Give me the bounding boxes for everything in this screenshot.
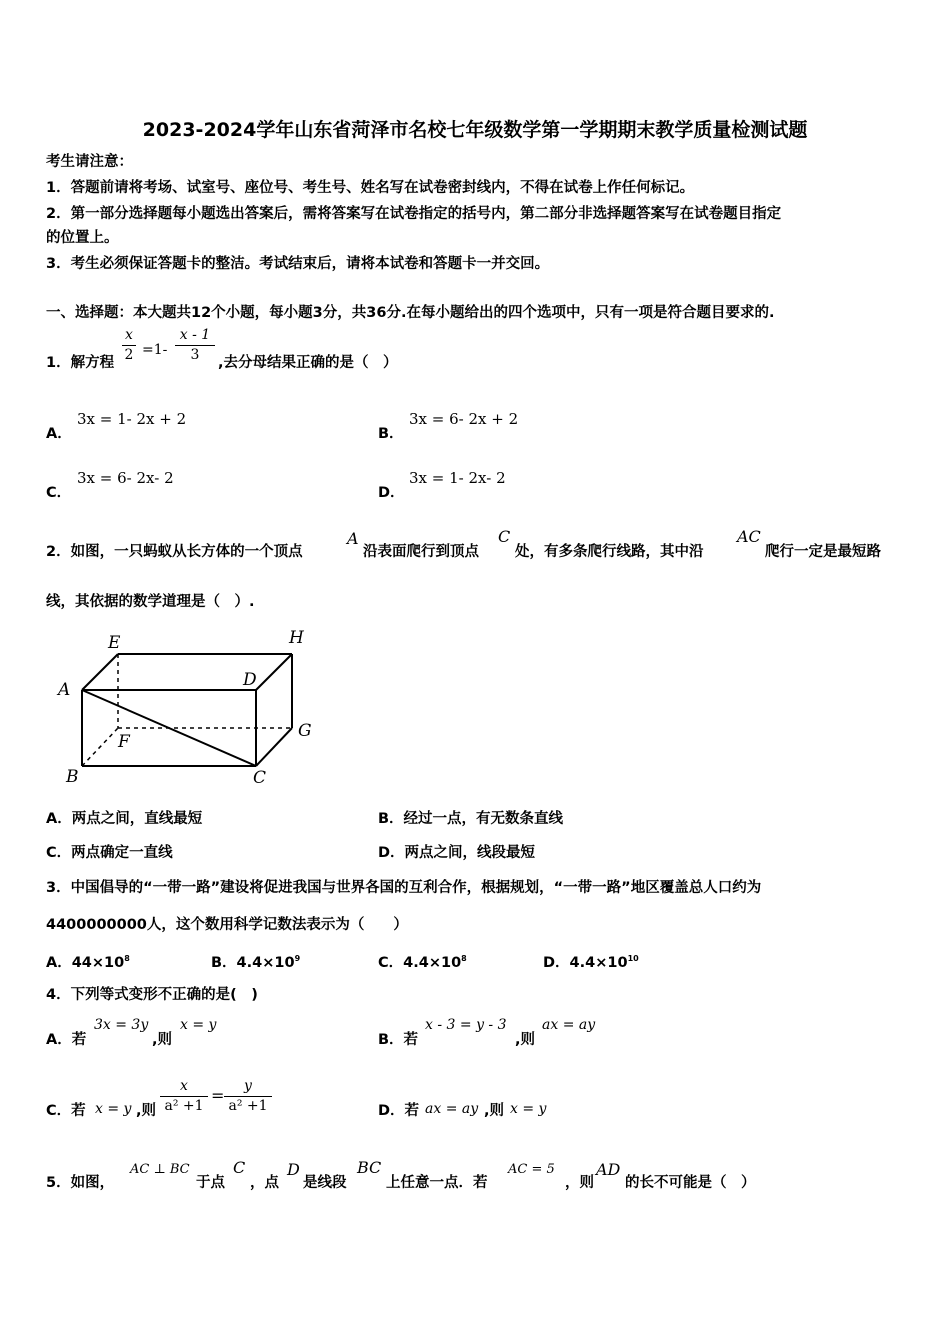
q4-option-b-then: ,则 — [515, 1032, 536, 1048]
q4-option-a-given: 3x = 3y — [94, 1017, 149, 1033]
exam-title: 2023-2024学年山东省菏泽市名校七年级数学第一学期期末教学质量检测试题 — [142, 119, 808, 141]
notice-item-2: 2．第一部分选择题每小题选出答案后，需将答案写在试卷指定的括号内，第二部分非选择题答案写在试卷题目指定 — [46, 206, 782, 222]
label-d: D — [243, 670, 257, 690]
section-heading: 一、选择题：本大题共12个小题，每小题3分，共36分.在每小题给出的四个选项中，只有一项是符合题目要求的. — [46, 305, 775, 321]
q1-option-a-equation: 3x = 1- 2x + 2 — [77, 410, 187, 428]
q2-cuboid-figure — [46, 620, 336, 790]
q4-option-d-label: D．若 — [378, 1103, 420, 1119]
q3-option-d: D．$4.4\times 10^{10}$ — [543, 954, 639, 971]
q4-option-b-result: ax = ay — [542, 1017, 596, 1033]
q5-stem-part-2: 于点 — [196, 1175, 225, 1191]
label-b: B — [66, 767, 79, 787]
notice-item-3: 3．考生必须保证答题卡的整洁。考试结束后，请将本试卷和答题卡一并交回。 — [46, 256, 550, 272]
q1-option-c-label: C． — [46, 485, 72, 501]
q2-option-a: A．两点之间，直线最短 — [46, 811, 203, 827]
q1-option-d-label: D． — [378, 485, 405, 501]
q2-option-b: B．经过一点，有无数条直线 — [378, 811, 564, 827]
q1-frac2-numerator: x - 1 — [179, 327, 211, 343]
q1-option-d-equation: 3x = 1- 2x- 2 — [409, 469, 506, 487]
q1-option-b-label: B． — [378, 426, 404, 442]
q4-option-b-label: B．若 — [378, 1032, 419, 1048]
q1-frac2-denominator: 3 — [190, 347, 200, 363]
q5-perpendicular: AC ⊥ BC — [130, 1162, 190, 1177]
q1-frac1-denominator: 2 — [124, 347, 134, 363]
q5-stem-part-6: ，则 — [565, 1175, 594, 1191]
q4-option-c-equals: = — [211, 1086, 225, 1105]
q4-option-a-result: x = y — [180, 1017, 217, 1033]
q4-option-a-label: A．若 — [46, 1032, 87, 1048]
q2-option-c: C．两点确定一直线 — [46, 845, 173, 861]
q4-option-c-fraction-2: y a² +1 — [224, 1078, 272, 1115]
notice-item-2-cont: 的位置上。 — [46, 230, 119, 246]
q1-option-b-equation: 3x = 6- 2x + 2 — [409, 410, 519, 428]
edge-bf — [82, 728, 118, 766]
q5-stem-part-5: 上任意一点．若 — [386, 1175, 488, 1191]
q5-stem-part-7: 的长不可能是（ ） — [625, 1175, 756, 1191]
q4-option-d-result: x = y — [510, 1101, 547, 1117]
q4-option-a-then: ,则 — [152, 1032, 173, 1048]
label-g: G — [298, 721, 312, 741]
label-h: H — [289, 628, 304, 648]
q2-stem-part-4: 爬行一定是最短路 — [765, 544, 881, 560]
q1-stem-prefix: 1．解方程 — [46, 355, 115, 371]
label-a: A — [58, 680, 71, 700]
q3-stem-line-2: 4400000000人，这个数用科学记数法表示为（ ） — [46, 917, 408, 933]
q3-option-c: C．$4.4\times 10^8$ — [378, 954, 467, 971]
notice-heading: 考生请注意： — [46, 154, 133, 170]
q4-option-c-label: C．若 — [46, 1103, 86, 1119]
q5-segment-ad: AD — [596, 1160, 621, 1179]
q1-fraction-1 — [122, 327, 136, 364]
q3-option-a: A．$44\times 10^8$ — [46, 954, 130, 971]
q2-stem-part-2: 沿表面爬行到顶点 — [363, 544, 479, 560]
q5-stem-part-1: 5．如图， — [46, 1175, 115, 1191]
q2-stem-part-1: 2．如图，一只蚂蚁从长方体的一个顶点 — [46, 544, 303, 560]
edge-dh — [256, 654, 292, 690]
q2-path-ac: AC — [737, 527, 761, 546]
q1-frac1-numerator: x — [125, 327, 133, 343]
edge-ae — [82, 654, 118, 690]
q2-stem-line-2: 线，其依据的数学道理是（ ）. — [46, 594, 255, 610]
q2-vertex-c: C — [498, 527, 511, 546]
q4-option-c-then: ,则 — [136, 1103, 157, 1119]
q5-stem-part-4: 是线段 — [303, 1175, 347, 1191]
q3-option-b: B．$4.4\times 10^9$ — [211, 954, 301, 971]
q5-point-c: C — [233, 1158, 246, 1177]
q5-stem-part-3: ，点 — [250, 1175, 279, 1191]
q1-option-a-label: A． — [46, 426, 72, 442]
q5-ac-length: AC = 5 — [508, 1162, 555, 1177]
q4-option-c-given: x = y — [95, 1101, 132, 1117]
edge-cg — [256, 728, 292, 766]
q4-option-b-given: x - 3 = y - 3 — [425, 1017, 507, 1033]
q2-stem-part-3: 处，有多条爬行线路，其中沿 — [515, 544, 704, 560]
q1-stem-suffix: ,去分母结果正确的是（ ） — [218, 355, 398, 371]
label-c: C — [253, 768, 267, 788]
q4-option-d-then: ,则 — [484, 1103, 505, 1119]
notice-item-1: 1．答题前请将考场、试室号、座位号、考生号、姓名写在试卷密封线内，不得在试卷上作任何标记。 — [46, 180, 695, 196]
label-f: F — [118, 732, 130, 752]
q5-point-d: D — [287, 1160, 300, 1179]
q4-option-d-given: ax = ay — [425, 1101, 479, 1117]
q4-option-c-fraction-1: x a² +1 — [160, 1078, 208, 1115]
q3-stem-line-1: 3．中国倡导的“一带一路”建设将促进我国与世界各国的互利合作，根据规划，“一带一路”地区覆盖总人口约为 — [46, 880, 762, 896]
q1-equals: =1- — [142, 342, 168, 358]
q2-vertex-a: A — [347, 529, 359, 548]
q4-stem: 4．下列等式变形不正确的是( ) — [46, 987, 258, 1003]
q2-option-d: D．两点之间，线段最短 — [378, 845, 536, 861]
label-e: E — [108, 633, 121, 653]
segment-ac — [82, 690, 256, 766]
q1-option-c-equation: 3x = 6- 2x- 2 — [77, 469, 174, 487]
q5-segment-bc: BC — [357, 1158, 382, 1177]
q1-fraction-2 — [175, 327, 215, 364]
